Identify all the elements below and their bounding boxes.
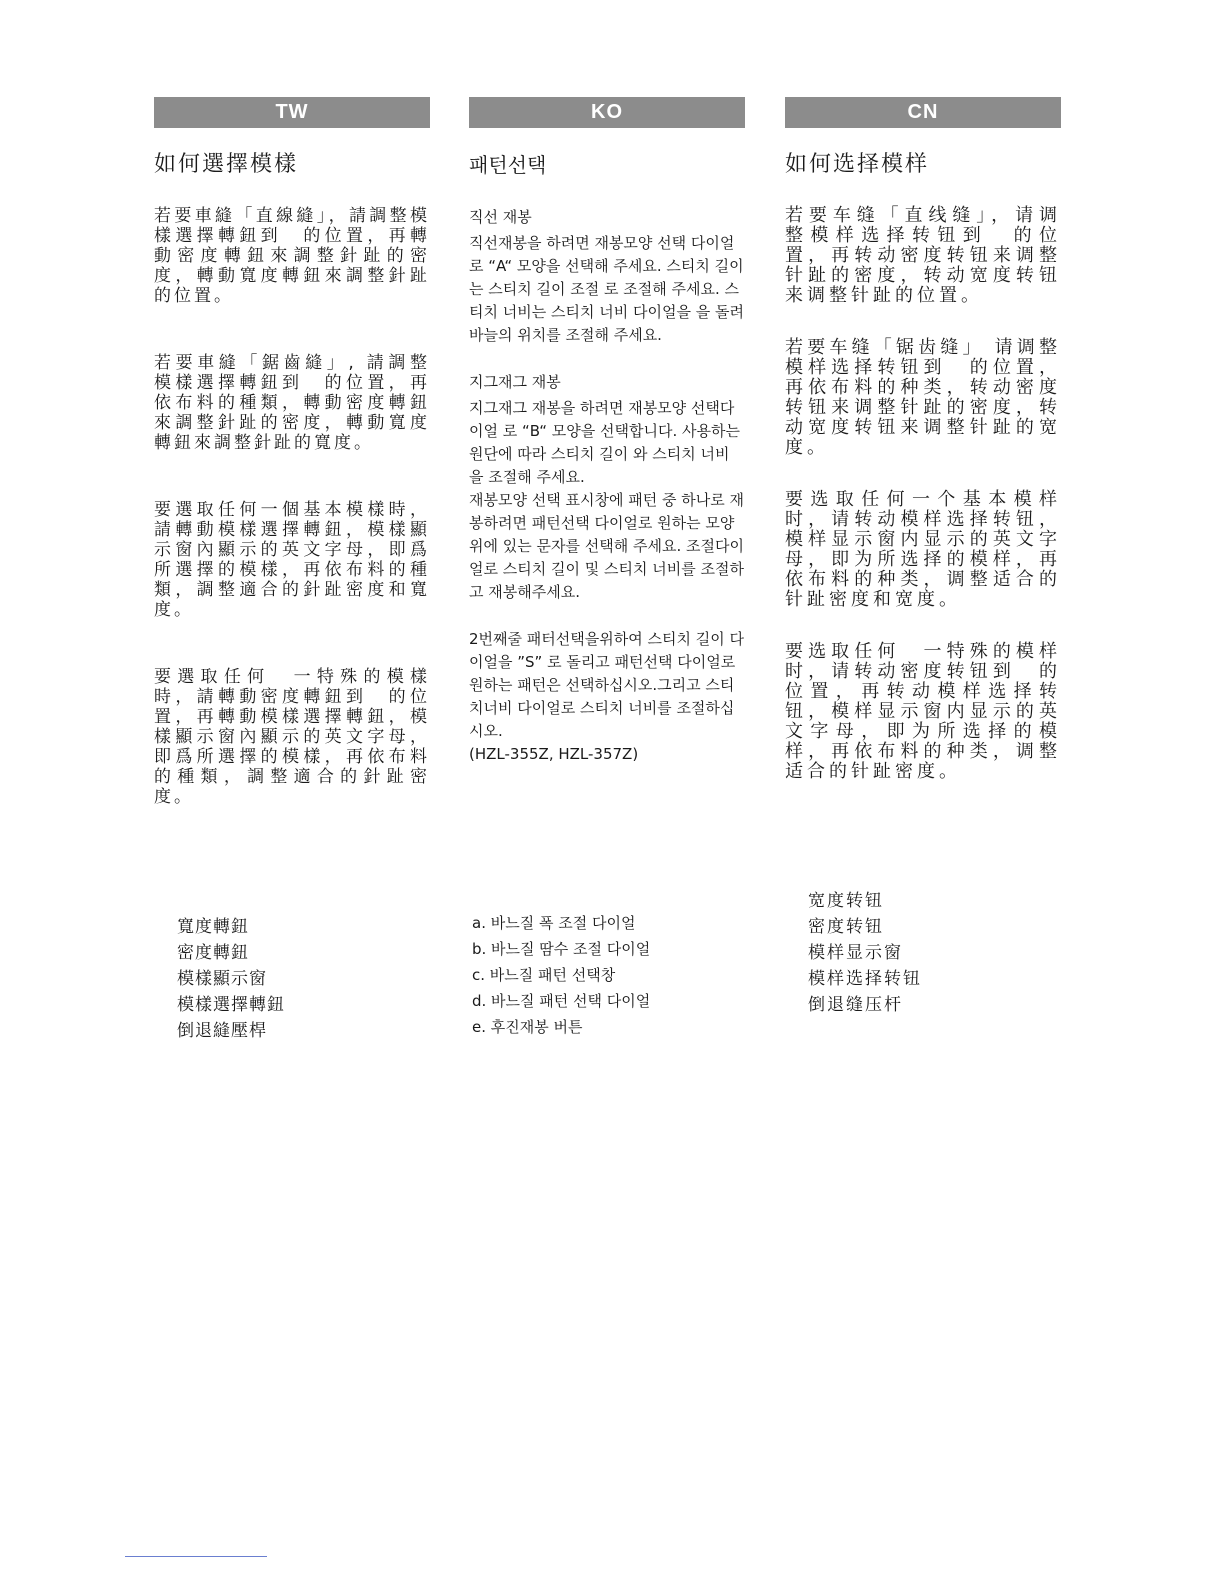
legend-item: 模樣顯示窗: [177, 969, 267, 989]
header-tw: TW: [154, 97, 430, 128]
title-cn: 如何选择模样: [785, 152, 930, 177]
subtitle-zigzag-stitch-ko: 지그재그 재봉: [469, 373, 561, 391]
paragraph-special-pattern-cn: 要选取任何 一特殊的模样时，请转动密度转钮到 的位置，再转动模样选择转钮，模样显示窗内显示的英文字母，即为所选择的模样，再依布料的种类，调整适合的针趾密度。: [785, 641, 1061, 782]
paragraph-zigzag-stitch-cn: 若要车缝「锯齿缝」 请调整模样选择转钮到 的位置，再依布料的种类，转动密度转钮来调整针趾的密度，转动宽度转钮来调整针趾的宽度。: [785, 337, 1061, 458]
paragraph-straight-stitch-tw: 若要車縫「直線縫」，請調整模樣選擇轉鈕到 的位置，再轉動密度轉鈕來調整針趾的密度，轉動寬度轉鈕來調整針趾的位置。: [154, 206, 430, 306]
legend-item: 寬度轉鈕: [177, 917, 249, 937]
paragraph-zigzag-stitch-tw: 若要車縫「鋸齒縫」, 請調整模樣選擇轉鈕到 的位置，再依布料的種類，轉動密度轉鈕來調整針趾的密度，轉動寬度轉鈕來調整針趾的寬度。: [154, 353, 430, 453]
legend-item: a. 바느질 폭 조절 다이얼: [472, 914, 636, 932]
legend-ko: [472, 910, 650, 1040]
legend-item: e. 후진재봉 버튼: [472, 1018, 583, 1036]
header-ko: KO: [469, 97, 745, 128]
column-cn: [785, 97, 1061, 814]
legend-item: 模樣選擇轉鈕: [177, 995, 285, 1015]
legend-item: 倒退缝压杆: [808, 995, 903, 1015]
column-ko: [469, 97, 745, 790]
paragraph-basic-pattern-cn: 要选取任何一个基本模样时，请转动模样选择转钮，模样显示窗内显示的英文字母，即为所选择的模样，再依布料的种类，调整适合的针趾密度和宽度。: [785, 489, 1061, 610]
subtitle-straight-stitch-ko: 직선 재봉: [469, 208, 532, 226]
legend-item: 模样显示窗: [808, 943, 903, 963]
legend-item: b. 바느질 땀수 조절 다이얼: [472, 940, 651, 958]
paragraph-straight-stitch-ko: 직선재봉을 하려면 재봉모양 선택 다이얼 로 “A“ 모양을 선택해 주세요. 스티치 길이는 스티치 길이 조절 로 조절해 주세요. 스티치 너비는 스티치 너비 다이얼을 을 돌려 바늘의 위치를 조절해 주세요.: [469, 234, 744, 344]
column-tw: [154, 97, 430, 854]
legend-item: 模样选择转钮: [808, 969, 922, 989]
paragraph-zigzag-stitch-ko: 지그재그 재봉을 하려면 재봉모양 선택다이얼 로 “B“ 모양을 선택합니다. 사용하는 원단에 따라 스티치 길이 와 스티치 너비 을 조절해 주세요.: [469, 399, 740, 486]
title-ko: 패턴선택: [469, 153, 547, 177]
paragraph-straight-stitch-cn: 若要车缝「直线缝」，请调整模样选择转钮到 的位置，再转动密度转钮来调整针趾的密度，转动宽度转钮来调整针趾的位置。: [785, 205, 1061, 306]
legend-cn: [808, 888, 922, 1018]
legend-item: 密度轉鈕: [177, 943, 249, 963]
paragraph-basic-pattern-tw: 要選取任何一個基本模樣時，請轉動模樣選擇轉鈕，模樣顯示窗內顯示的英文字母，即爲所選擇的模樣，再依布料的種類，調整適合的針趾密度和寬度。: [154, 500, 430, 620]
paragraph-pattern-select-ko: 재봉모양 선택 표시창에 패턴 중 하나로 재봉하려면 패턴선택 다이얼로 원하는 모양 위에 있는 문자를 선택해 주세요. 조절다이얼로 스티치 길이 및 스티치 너비를 조절하고 재봉해주세요.: [469, 491, 744, 601]
header-cn: CN: [785, 97, 1061, 128]
title-tw: 如何選擇模樣: [154, 152, 299, 177]
legend-item: 密度转钮: [808, 917, 884, 937]
legend-item: 宽度转钮: [808, 891, 884, 911]
legend-item: c. 바느질 패턴 선택창: [472, 966, 616, 984]
legend-item: 倒退縫壓桿: [177, 1021, 267, 1041]
paragraph-second-row-ko: 2번째줄 패터선택을위하여 스티치 길이 다이얼을 ”S” 로 돌리고 패턴선택 다이얼로 원하는 패턴은 선택하십시오.그리고 스티치너비 다이얼로 스티치 너비를 조절하십시오.: [469, 630, 744, 740]
model-numbers-ko: (HZL-355Z, HZL-357Z): [469, 745, 639, 763]
legend-item: d. 바느질 패턴 선택 다이얼: [472, 992, 651, 1010]
legend-tw: [177, 914, 285, 1044]
paragraph-special-pattern-tw: 要選取任何 一特殊的模樣時，請轉動密度轉鈕到 的位置，再轉動模樣選擇轉鈕，模樣顯示窗內顯示的英文字母，即爲所選擇的模樣，再依布料的種類，調整適合的針趾密度。: [154, 667, 430, 807]
footer-rule: [125, 1556, 267, 1557]
